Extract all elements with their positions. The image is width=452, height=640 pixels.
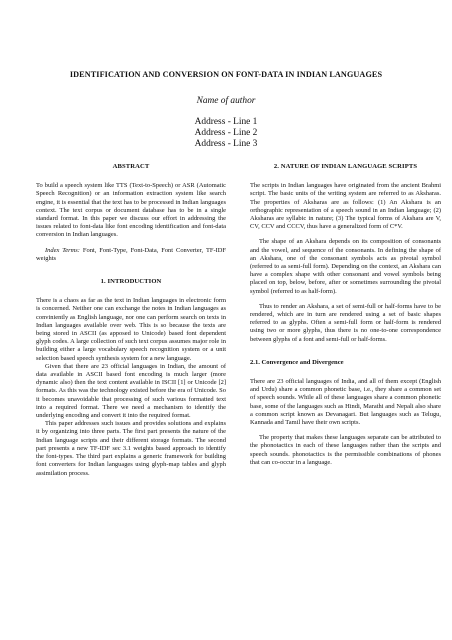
introduction-heading: 1. INTRODUCTION <box>100 278 162 286</box>
intro-paragraph: This paper addresses such issues and provides solutions and explains it by organizing into three parts. The first part presents the nature of the Indian language scripts and their different storage formats. The second part presents a new TF-IDF sec 3.1 weights based approach to identify the font-types. The third part explains a generic framework for building font converters for Indian languages using glyph-map tables and glyph assimilation process. <box>36 420 226 477</box>
section2-heading: 2. NATURE OF INDIAN LANGUAGE SCRIPTS <box>273 163 418 170</box>
intro-paragraph: There is a chaos as far as the text in Indian languages in electronic form is concerned. Neither one can exchange the notes in Indian languages as conviniently as English language, nor one can perform search on texts in Indian languages available over web. This is so because the texts are being stored in ASCII (as apposed to Unicode) based font dependent glyph codes. A large collection of such text corpus assumes major role in building either a large vocabulary speech recognition system or a unit selection based speech synthesis system for a new language. <box>36 297 226 362</box>
author-name: Name of author <box>196 96 256 106</box>
address-line: Address - Line 2 <box>194 128 258 139</box>
index-terms-label: Index Terms: <box>45 246 80 254</box>
index-terms-value: Font, Font-Type, Font-Data, Font Converter, TF-IDF weights <box>36 246 226 262</box>
intro-paragraph: Given that there are 23 official languages in Indian, the amount of data available in ASCII based font encoding is much larger (more dynamic also) then the text content available in ISCII [1] or Unicode [2] formats. As this was the technology existed before the era of Unicode. So it becomes unavoidable that processing of such various formatted text into a required format. There we need a mechanism to identify the underlying encoding and convert it into the required format. <box>36 362 226 420</box>
abstract-heading: ABSTRACT <box>112 163 150 170</box>
left-column <box>36 163 226 478</box>
author-address <box>0 117 452 151</box>
section21-paragraph: The property that makes these languages separate can be attributed to the phonotactics in each of these languages rather than the scripts and speech sounds. phonotactics is the permissible combinations of phones that can co-occur in a language. <box>250 434 441 466</box>
section21-paragraph: There are 23 official languages of India, and all of them except (English and Urdu) share a common phonetic base, i.e., they share a common set of speech sounds. While all of these languages share a common phonetic base, some of the languages such as Hindi, Marathi and Nepali also share a common script known as Devanagari. But languages such as Telugu, Kannada and Tamil have their own scripts. <box>250 378 441 427</box>
address-line: Address - Line 3 <box>194 139 258 150</box>
right-column <box>250 163 441 467</box>
section21-heading: 2.1. Convergence and Divergence <box>250 358 344 366</box>
address-line: Address - Line 1 <box>194 117 258 127</box>
section2-paragraph: The scripts in Indian languages have originated from the ancient Brahmi script. The basic units of the writing system are referred to as Aksharas. The properties of Aksharas are as follows: (1) An Akshara is an orthographic representation of a speech sound in an Indian language; (2) Aksharas are syllabic in nature; (3) The typical forms of Akshara are V, CV, CCV and CCCV, thus have a generalized form of C*V. <box>250 182 441 231</box>
section2-paragraph: Thus to render an Akshara, a set of semi-full or half-forms have to be rendered, which are in turn are rendered using a set of basic shapes referred to as glyphs. Often a semi-full form or half-form is rendered using two or more glyphs, thus there is no one-to-one correspondence between glyphs of a font and semi-full or half-forms. <box>250 302 441 343</box>
paper-title: IDENTIFICATION AND CONVERSION ON FONT-DATA IN INDIAN LANGUAGES <box>69 70 383 79</box>
section2-paragraph: The shape of an Akshara depends on its composition of consonants and the vowel, and sequence of the consonants. In defining the shape of an Akshara, one of the consonant symbols acts as pivotal symbol (referred to as semi-full form). Depending on the context, an Akshara can have a complex shape with other consonant and vowel symbols being placed on top, below, before, after or sometimes surrounding the pivotal symbol (referred to as half-form). <box>250 238 441 295</box>
index-terms <box>36 247 226 263</box>
abstract-body: To build a speech system like TTS (Text-to-Speech) or ASR (Automatic Speech Recognition) or an information extraction system like search engine, it is essential that the text has to be processed in Indian languages context. The text corpus or document database has to be in a single standard format. In this paper we discuss our effort in addressing the issues related to font-data like font encoding identification and font-data conversion in Indian languages. <box>36 182 226 239</box>
